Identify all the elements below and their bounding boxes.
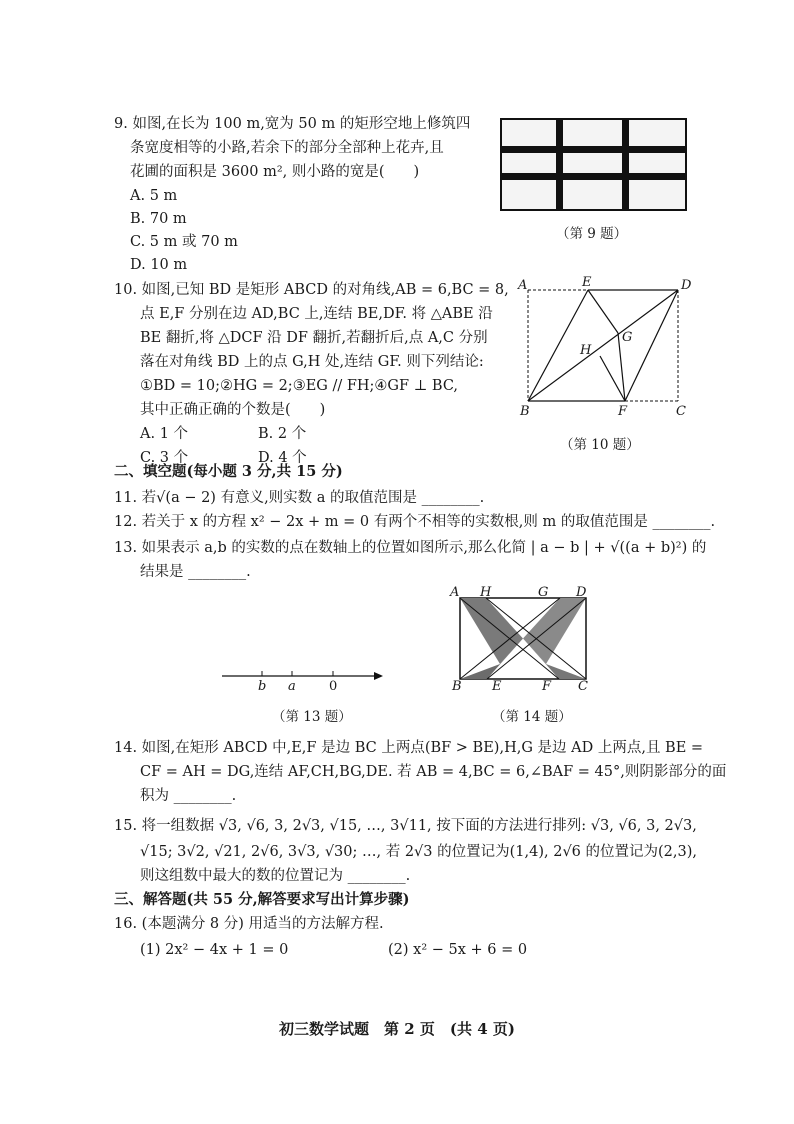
q10-option-b: B. 2 个 [258, 426, 307, 442]
q15-line-2: √15; 3√2, √21, 2√6, 3√3, √30; …, 若 2√3 的位置记为(1,4), 2√6 的位置记为(2,3), [140, 844, 698, 860]
q10-option-c: C. 3 个 [140, 450, 189, 466]
q13-number-line [222, 664, 384, 694]
q14-figure [448, 584, 598, 694]
q9-line-1: 9. 如图,在长为 100 m,宽为 50 m 的矩形空地上修筑四 [114, 116, 471, 132]
q15-line-1: 15. 将一组数据 √3, √6, 3, 2√3, √15, …, 3√11, 按下面的方法进行排列: √3, √6, 3, 2√3, [114, 818, 697, 834]
page-footer: 初三数学试题 第 2 页 (共 4 页) [279, 1020, 515, 1038]
q10-label-h: H [580, 343, 592, 358]
section-3-heading: 三、解答题(共 55 分,解答要求写出计算步骤) [114, 891, 410, 908]
q10-line-1: 10. 如图,已知 BD 是矩形 ABCD 的对角线,AB = 6,BC = 8, [114, 282, 509, 298]
q14-label-e: E [492, 679, 502, 694]
q13-label-b: b [258, 679, 267, 694]
q13-label-0: 0 [329, 679, 338, 694]
q14-label-f: F [542, 679, 552, 694]
q14-line-3: 积为 ________. [140, 788, 237, 804]
q16-equation-1: (1) 2x² − 4x + 1 = 0 [140, 942, 289, 958]
q14-line-1: 14. 如图,在矩形 ABCD 中,E,F 是边 BC 上两点(BF > BE),H,G 是边 AD 上两点,且 BE = [114, 740, 704, 756]
q9-option-d: D. 10 m [130, 257, 188, 273]
q13-caption: （第 13 题） [272, 709, 352, 725]
q10-label-g: G [622, 330, 633, 345]
q10-label-e: E [582, 275, 592, 290]
q15-line-3: 则这组数中最大的数的位置记为 ________. [140, 868, 411, 884]
q10-line-3: BE 翻折,将 △DCF 沿 DF 翻折,若翻折后,点 A,C 分别 [140, 330, 488, 346]
section-2-heading: 二、填空题(每小题 3 分,共 15 分) [114, 463, 343, 480]
q14-line-2: CF = AH = DG,连结 AF,CH,BG,DE. 若 AB = 4,BC = 6,∠BAF = 45°,则阴影部分的面 [140, 764, 727, 780]
q14-label-b: B [452, 679, 462, 694]
q10-option-d: D. 4 个 [258, 450, 307, 466]
q10-label-d: D [681, 278, 692, 293]
q10-label-f: F [618, 404, 628, 419]
q9-option-b: B. 70 m [130, 211, 187, 227]
q10-line-5: ①BD = 10;②HG = 2;③EG // FH;④GF ⊥ BC, [140, 378, 459, 394]
q10-caption: （第 10 题） [560, 437, 640, 453]
q13-line-1: 13. 如果表示 a,b 的实数的点在数轴上的位置如图所示,那么化简 | a − b | + √((a + b)²) 的 [114, 540, 707, 556]
q14-label-d: D [576, 585, 587, 600]
q14-label-h: H [480, 585, 492, 600]
q9-figure [500, 118, 690, 213]
q10-figure [510, 275, 700, 425]
q13-label-a: a [288, 679, 296, 694]
q11-text: 11. 若√(a − 2) 有意义,则实数 a 的取值范围是 ________. [114, 490, 485, 506]
q10-label-a: A [518, 278, 528, 293]
q10-option-a: A. 1 个 [140, 426, 189, 442]
q12-text: 12. 若关于 x 的方程 x² − 2x + m = 0 有两个不相等的实数根,则 m 的取值范围是 ________. [114, 514, 716, 530]
q10-label-b: B [520, 404, 530, 419]
q9-line-2: 条宽度相等的小路,若余下的部分全部种上花卉,且 [130, 140, 444, 156]
q13-line-2: 结果是 ________. [140, 564, 251, 580]
q14-caption: （第 14 题） [492, 709, 572, 725]
q14-label-c: C [578, 679, 588, 694]
q16-equation-2: (2) x² − 5x + 6 = 0 [388, 942, 528, 958]
q10-line-2: 点 E,F 分别在边 AD,BC 上,连结 BE,DF. 将 △ABE 沿 [140, 306, 493, 322]
q10-label-c: C [676, 404, 686, 419]
q14-label-a: A [450, 585, 460, 600]
q9-option-a: A. 5 m [130, 188, 178, 204]
q14-label-g: G [538, 585, 549, 600]
q10-line-4: 落在对角线 BD 上的点 G,H 处,连结 GF. 则下列结论: [140, 354, 484, 370]
q16-line: 16. (本题满分 8 分) 用适当的方法解方程. [114, 916, 384, 932]
q10-line-6: 其中正确正确的个数是( ) [140, 402, 326, 418]
q9-line-3: 花圃的面积是 3600 m², 则小路的宽是( ) [130, 164, 420, 180]
q9-caption: （第 9 题） [556, 226, 628, 242]
q9-option-c: C. 5 m 或 70 m [130, 234, 238, 250]
